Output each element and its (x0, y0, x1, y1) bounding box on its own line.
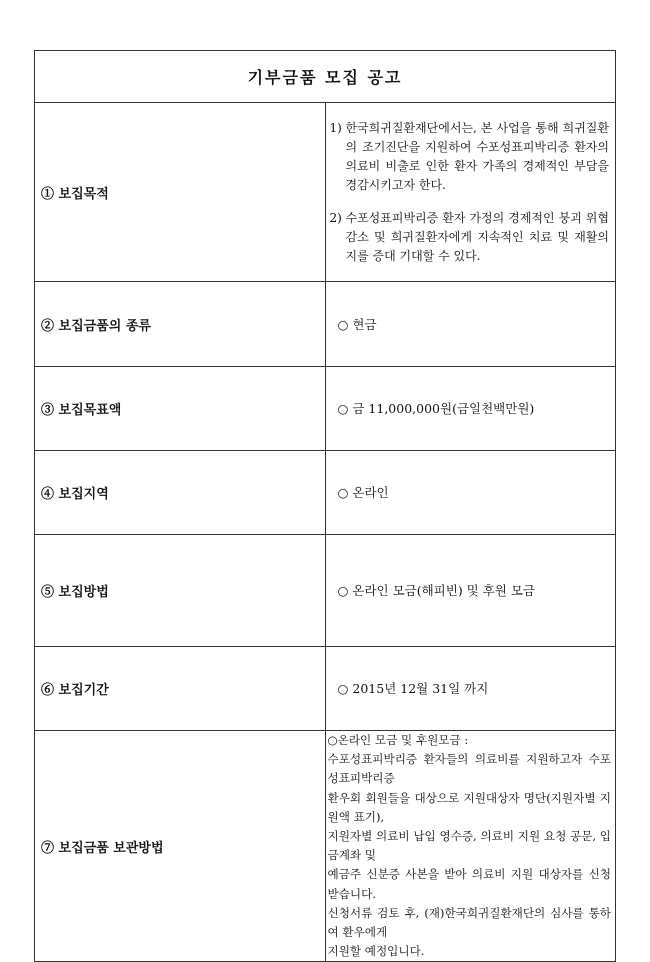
storage-row (35, 731, 616, 962)
region-label: ④ 보집지역 (35, 451, 326, 535)
purpose-item-text: 수포성표피박리증 환자 가정의 경제적인 붕괴 위협 감소 및 희귀질환자에게 지속적인 치료 및 재활의지를 증대 기대할 수 있다. (345, 210, 609, 263)
target-amount-value: ○ 금 11,000,000원(금일천백만원) (325, 367, 616, 451)
item-type-value: ○ 현금 (325, 282, 616, 367)
storage-line: ○온라인 모금 및 후원모금 : (327, 733, 469, 747)
announcement-table (34, 50, 616, 962)
storage-line: 지원할 예정입니다. (327, 944, 425, 959)
storage-label: ⑦ 보집금품 보관방법 (35, 731, 326, 962)
storage-line: 예금주 신분증 사본을 받아 의료비 지원 대상자를 신청 받습니다. (327, 867, 611, 901)
purpose-item-2 (330, 209, 610, 266)
purpose-label: ① 보집목적 (35, 103, 326, 282)
purpose-value (325, 103, 616, 282)
purpose-item-number: 2) (329, 210, 342, 225)
document-title: 기부금품 모집 공고 (35, 51, 616, 103)
region-value: ○ 온라인 (325, 451, 616, 535)
item-type-row (35, 282, 616, 367)
target-amount-label: ③ 보집목표액 (35, 367, 326, 451)
period-row (35, 647, 616, 731)
purpose-item-1 (330, 119, 610, 195)
method-value: ○ 온라인 모금(해피빈) 및 후원 모금 (325, 535, 616, 647)
purpose-item-number: 1) (329, 120, 342, 135)
title-row (35, 51, 616, 103)
method-label: ⑤ 보집방법 (35, 535, 326, 647)
storage-value (325, 731, 616, 962)
storage-line: 지원자별 의료비 납입 영수증, 의료비 지원 요청 공문, 입금계좌 및 (327, 829, 611, 863)
storage-line: 수포성표피박리증 환자들의 의료비를 지원하고자 수포성표피박리증 (327, 752, 611, 786)
item-type-label: ② 보집금품의 종류 (35, 282, 326, 367)
purpose-row (35, 103, 616, 282)
purpose-item-text: 한국희귀질환재단에서는, 본 사업을 통해 희귀질환의 조기진단을 지원하여 수포성표피박리증 환자의 의료비 비출로 인한 환자 가족의 경제적인 부담을 경감시키고자 한다. (345, 120, 609, 192)
method-row (35, 535, 616, 647)
region-row (35, 451, 616, 535)
storage-line: 환우회 회원들을 대상으로 지원대상자 명단(지원자별 지원액 표기), (327, 790, 611, 824)
period-label: ⑥ 보집기간 (35, 647, 326, 731)
period-value: ○ 2015년 12월 31일 까지 (325, 647, 616, 731)
target-amount-row (35, 367, 616, 451)
storage-line: 신청서류 검토 후, (재)한국희귀질환재단의 심사를 통하여 환우에게 (327, 905, 611, 940)
